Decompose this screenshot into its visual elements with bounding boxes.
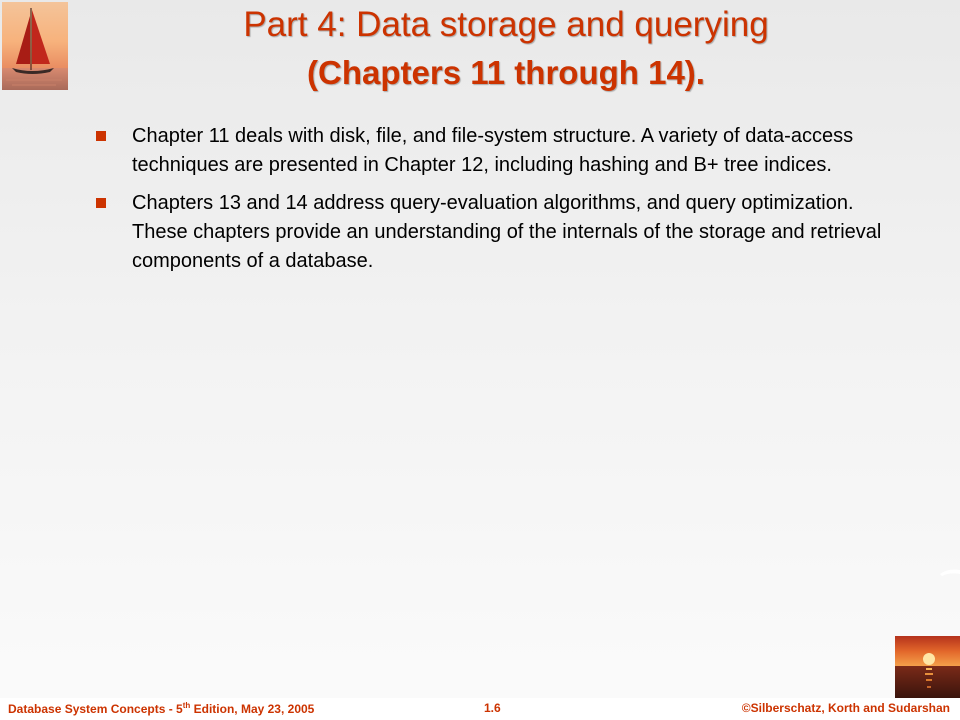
decorative-arc-icon: [936, 560, 960, 590]
square-bullet-icon: [96, 198, 106, 208]
bullet-item: [96, 122, 886, 180]
footer-book-title: Database System Concepts - 5th Edition, May 23, 2005: [8, 701, 315, 716]
footer-copyright: ©Silberschatz, Korth and Sudarshan: [741, 701, 950, 715]
square-bullet-icon: [96, 131, 106, 141]
footer-page-number: 1.6: [484, 701, 501, 715]
slide-title: Part 4: Data storage and querying: [243, 5, 769, 44]
sunset-image-icon: [895, 636, 960, 698]
bullet-text: Chapters 13 and 14 address query-evaluation algorithms, and query optimization. These chapters provide an understanding of the internals of the storage and retrieval components of a database.: [132, 192, 882, 272]
bullet-list: [96, 122, 886, 285]
bullet-text: Chapter 11 deals with disk, file, and file-system structure. A variety of data-access techniques are presented in Chapter 12, including hashing and B+ tree indices.: [132, 125, 854, 176]
bullet-item: [96, 189, 886, 276]
slide-subtitle: (Chapters 11 through 14).: [307, 54, 705, 91]
sailboat-logo-icon: [2, 2, 68, 90]
